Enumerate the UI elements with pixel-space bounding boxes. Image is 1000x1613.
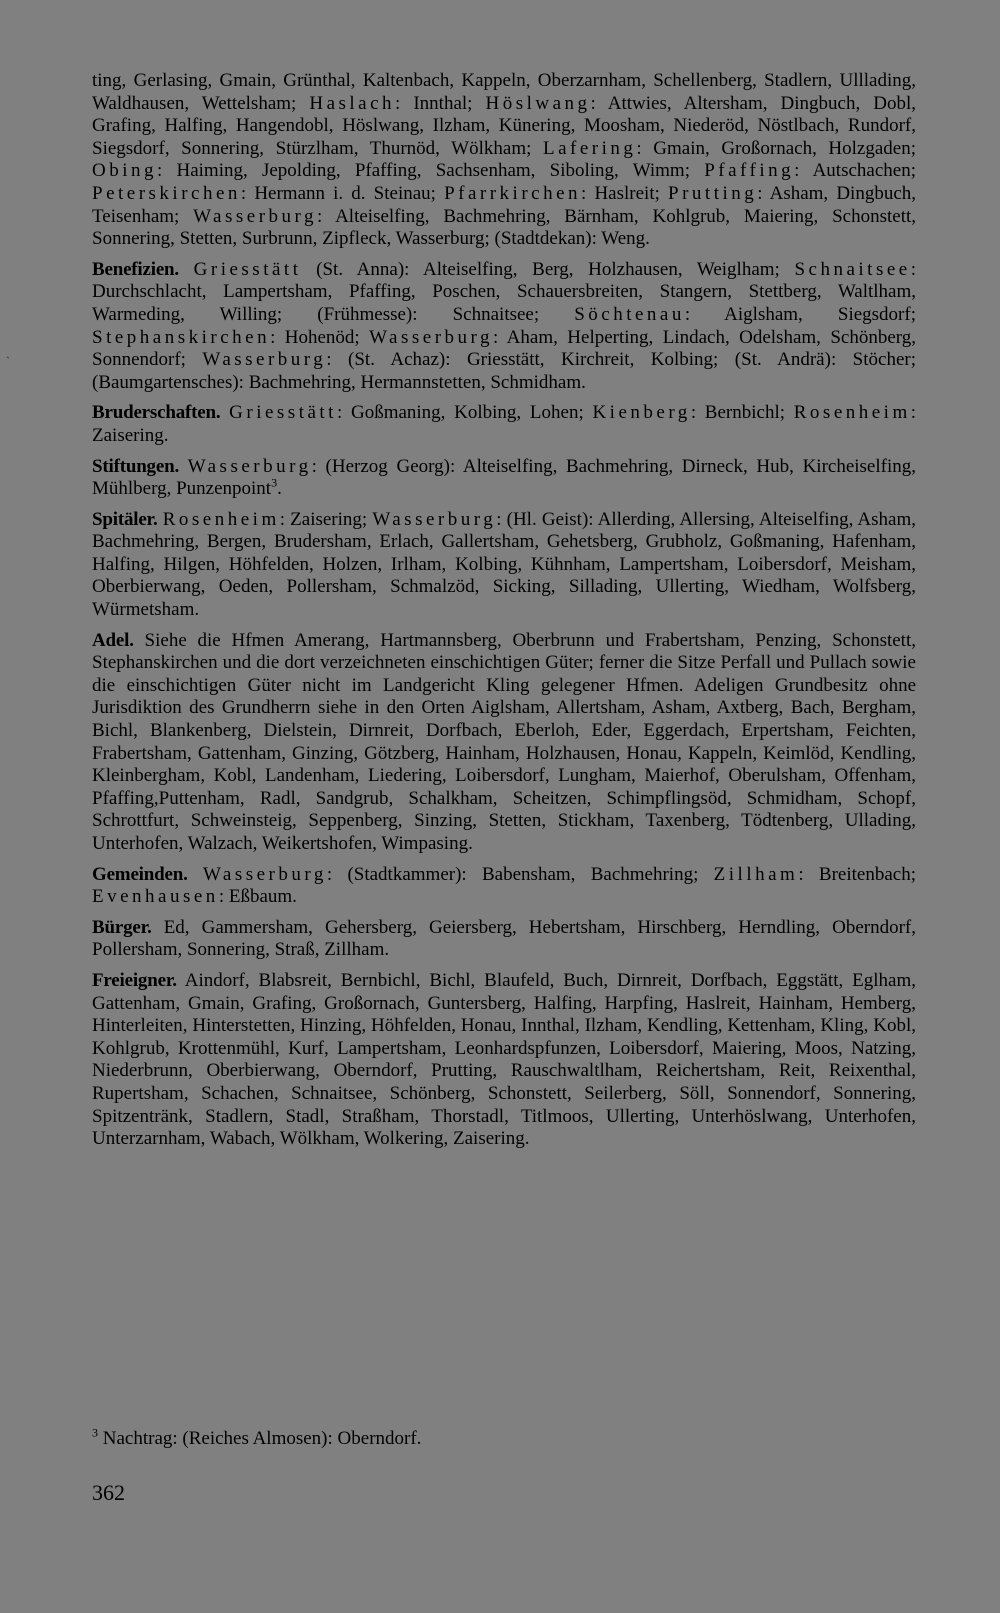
paragraph-bruderschaften [92, 402, 916, 447]
place-schnaitsee: Schnaitsee [794, 258, 911, 280]
section-heading: Freieigner. [92, 969, 177, 991]
text-run: : Autschachen; [794, 160, 916, 182]
section-heading: Spitäler. [92, 508, 158, 530]
place-rosenheim: Rosenheim [162, 508, 280, 530]
text-run: Siehe die Hfmen Amerang, Hartmannsberg, Oberbrunn und Frabertsham, Penzing, Schonstett, Stephanskirchen und die dort verzeichneten einschichtigen Güter; ferner die Sitze Perfall und Pullach sowie die einschichtigen Güter nicht im Landgericht Kling gelegener Hfmen. Adeligen Grundbesitz ohne Jurisdiktion des Grundherrn siehe in den Orten Aiglsham, Allertsham, Asham, Axtberg, Bach, Bergham, Bichl, Blankenberg, Dielstein, Dirnreit, Dorfbach, Eberloh, Eder, Eggerdach, Erpertsham, Feichten, Frabertsham, Gattenham, Ginzing, Götzberg, Hainham, Holzhausen, Honau, Kappeln, Keimlöd, Kendling, Kleinbergham, Kobl, Landenham, Liedering, Loibersdorf, Lungham, Maierhof, Oberulsham, Offenham, Pfaffing,Puttenham, Radl, Sandgrub, Schalkham, Scheitzen, Schimpflingsöd, Schmidham, Schopf, Schrottfurt, Schweinsteig, Seppenberg, Sinzing, Stetten, Stickham, Taxenberg, Tödtenberg, Ullading, Unterhofen, Walzach, Weikertshofen, Wimpasing. [92, 629, 916, 854]
text-run: Aindorf, Blabsreit, Bernbichl, Bichl, Blaufeld, Buch, Dirnreit, Dorfbach, Eggstätt, Eglham, Gattenham, Gmain, Grafing, Großornach, Guntersberg, Halfing, Harpfing, Haslreit, Hainham, Hemberg, Hinterleiten, Hinterstetten, Hinzing, Höhfelden, Honau, Innthal, Ilzham, Kendling, Kettenham, Kling, Kobl, Kohlgrub, Krottenmühl, Kurf, Lampertsham, Leonhardspfunzen, Loibersdorf, Maiering, Moos, Natzing, Niederbrunn, Oberbierwang, Oberndorf, Prutting, Rauschwaltlham, Reichertsham, Reit, Reixenthal, Rupertsham, Schachen, Schnaitsee, Schönberg, Schonstett, Seilerberg, Söll, Sonnendorf, Sonnering, Spitzentränk, Stadlern, Stadl, Straßham, Thorstadl, Titlmoos, Ullerting, Unterhöslwang, Unterhofen, Unterzarnham, Wabach, Wölkham, Wolkering, Zaisering. [92, 969, 916, 1150]
text-run: (St. Anna): Alteiselfing, Berg, Holzhausen, Weiglham; [301, 258, 795, 280]
place-wasserburg: Wasserburg [369, 326, 494, 348]
paragraph-stiftungen [92, 456, 916, 501]
paragraph-freieigner [92, 970, 916, 1151]
place-wasserburg: Wasserburg [372, 508, 497, 530]
text-run: ting, Gerlasing, Gmain, Grünthal, Kaltenbach, Kappeln, Oberzarnham, Schellenberg, Stadlern, Ulllading, Waldhausen, Wettelsham; [92, 70, 916, 114]
margin-mark: ˎ [6, 345, 10, 359]
paragraph-benefizien [92, 259, 916, 395]
place-wasserburg: Wasserburg [202, 863, 327, 885]
text-run: : Hohenöd; [270, 326, 370, 348]
text-run: : Durchschlacht, Lampertsham, Pfaffing, Poschen, Schauersbreiten, Stangern, Stettberg, Waltlham, Warmeding, Willing; (Frühmesse): Schnaitsee; [92, 258, 917, 325]
text-run: : Alteiselfing, Bachmehring, Bärnham, Kohlgrub, Maiering, Schonstett, Sonnering, Stetten, Surbrunn, Zipfleck, Wasserburg; (Stadtdekan): Weng. [92, 205, 917, 250]
place-prutting: Prutting [668, 182, 758, 204]
section-heading: Stiftungen. [92, 455, 180, 477]
place-wasserburg: Wasserburg [187, 455, 312, 477]
text-run: : Zaisering; [279, 508, 373, 530]
section-heading: Benefizien. [92, 258, 179, 280]
section-heading: Gemeinden. [92, 863, 188, 885]
footnote-mark: 3 [92, 1425, 98, 1440]
place-hoeslwang: Höslwang [485, 92, 591, 114]
paragraph-adel [92, 630, 916, 856]
place-evenhausen: Evenhausen [92, 886, 219, 908]
text-run: : (Stadtkammer): Babensham, Bachmehring; [326, 863, 714, 885]
text-run: : Bernbichl; [690, 402, 794, 424]
text-run: : (Herzog Georg): Alteiselfing, Bachmehring, Dirneck, Hub, Kircheiselfing, Mühlberg, Punzenpoint [92, 455, 917, 500]
page-body [92, 70, 916, 1159]
text-run: : Asham, Dingbuch, Teisenham; [92, 182, 916, 227]
text-run: : Breitenbach; [798, 863, 916, 885]
paragraph-parishes-continued [92, 70, 916, 251]
text-run: . [277, 478, 282, 500]
place-stephanskirchen: Stephanskirchen [92, 326, 271, 348]
place-wasserburg: Wasserburg [193, 205, 318, 227]
text-run: : Goßmaning, Kolbing, Lohen; [336, 402, 593, 424]
text-run: : Haslreit; [581, 182, 669, 204]
place-peterskirchen: Peterskirchen [92, 182, 241, 204]
text-run: : Hermann i. d. Steinau; [240, 182, 445, 204]
place-rosenheim: Rosenheim [793, 402, 911, 424]
place-lafering: Lafering [542, 137, 637, 159]
paragraph-gemeinden [92, 864, 916, 909]
page-number: 362 [92, 1480, 125, 1505]
section-heading: Adel. [92, 629, 134, 651]
text-run: : Eßbaum. [218, 886, 297, 908]
section-heading: Bürger. [92, 916, 152, 938]
place-haslach: Haslach [309, 92, 396, 114]
place-obing: Obing [92, 160, 157, 182]
text-run: : Gmain, Großornach, Holzgaden; [636, 137, 916, 159]
paragraph-spitaeler [92, 509, 916, 622]
place-griesstaett: Griesstätt [193, 258, 302, 280]
place-wasserburg: Wasserburg [202, 349, 327, 371]
place-pfaffing: Pfaffing [704, 160, 795, 182]
text-run: : Attwies, Altersham, Dingbuch, Dobl, Grafing, Halfing, Hangendobl, Höslwang, Ilzham, Künering, Moosham, Niederöd, Nöstlbach, Rundorf, Siegsdorf, Sonnering, Stürzlham, Thurnöd, Wölkham; [92, 92, 916, 159]
place-zillham: Zillham [713, 863, 799, 885]
text-run: : (Hl. Geist): Allerding, Allersing, Alteiselfing, Asham, Bachmehring, Bergen, Brudersham, Erlach, Gallertsham, Gehetsberg, Grubholz, Goßmaning, Hafenham, Halfing, Hilgen, Höhfelden, Holzen, Irlham, Kolbing, Kühnham, Lampertsham, Loibersdorf, Meisham, Oberbierwang, Oeden, Pollersham, Schmalzöd, Sicking, Sillading, Ullerting, Wiedham, Wolfsberg, Würmetsham. [92, 508, 916, 621]
place-griesstaett: Griesstätt [229, 402, 337, 424]
text-run: : Haiming, Jepolding, Pfaffing, Sachsenham, Siboling, Wimm; [157, 160, 705, 182]
text-run: : Aham, Helperting, Lindach, Odelsham, Schönberg, Sonnendorf; [92, 326, 917, 371]
text-run: : Aiglsham, Siegsdorf; [684, 303, 916, 325]
footnote [92, 1425, 916, 1450]
paragraph-buerger [92, 917, 916, 962]
section-heading: Bruderschaften. [92, 402, 221, 424]
text-run: : Innthal; [395, 92, 486, 114]
text-run: : Zaisering. [92, 402, 917, 446]
text-run: : (St. Achaz): Griesstätt, Kirchreit, Kolbing; (St. Andrä): Stöcher; (Baumgartensches): Bachmehring, Hermannstetten, Schmidham. [92, 349, 917, 393]
place-kienberg: Kienberg [592, 402, 691, 424]
place-soechtenau: Söchtenau [574, 303, 685, 325]
footnote-text: Nachtrag: (Reiches Almosen): Oberndorf. [98, 1428, 422, 1449]
place-pfarrkirchen: Pfarrkirchen [444, 182, 582, 204]
text-run: Ed, Gammersham, Gehersberg, Geiersberg, Hebertsham, Hirschberg, Herndling, Oberndorf, Pollersham, Sonnering, Straß, Zillham. [92, 916, 916, 961]
footnote-reference: 3 [271, 475, 278, 490]
